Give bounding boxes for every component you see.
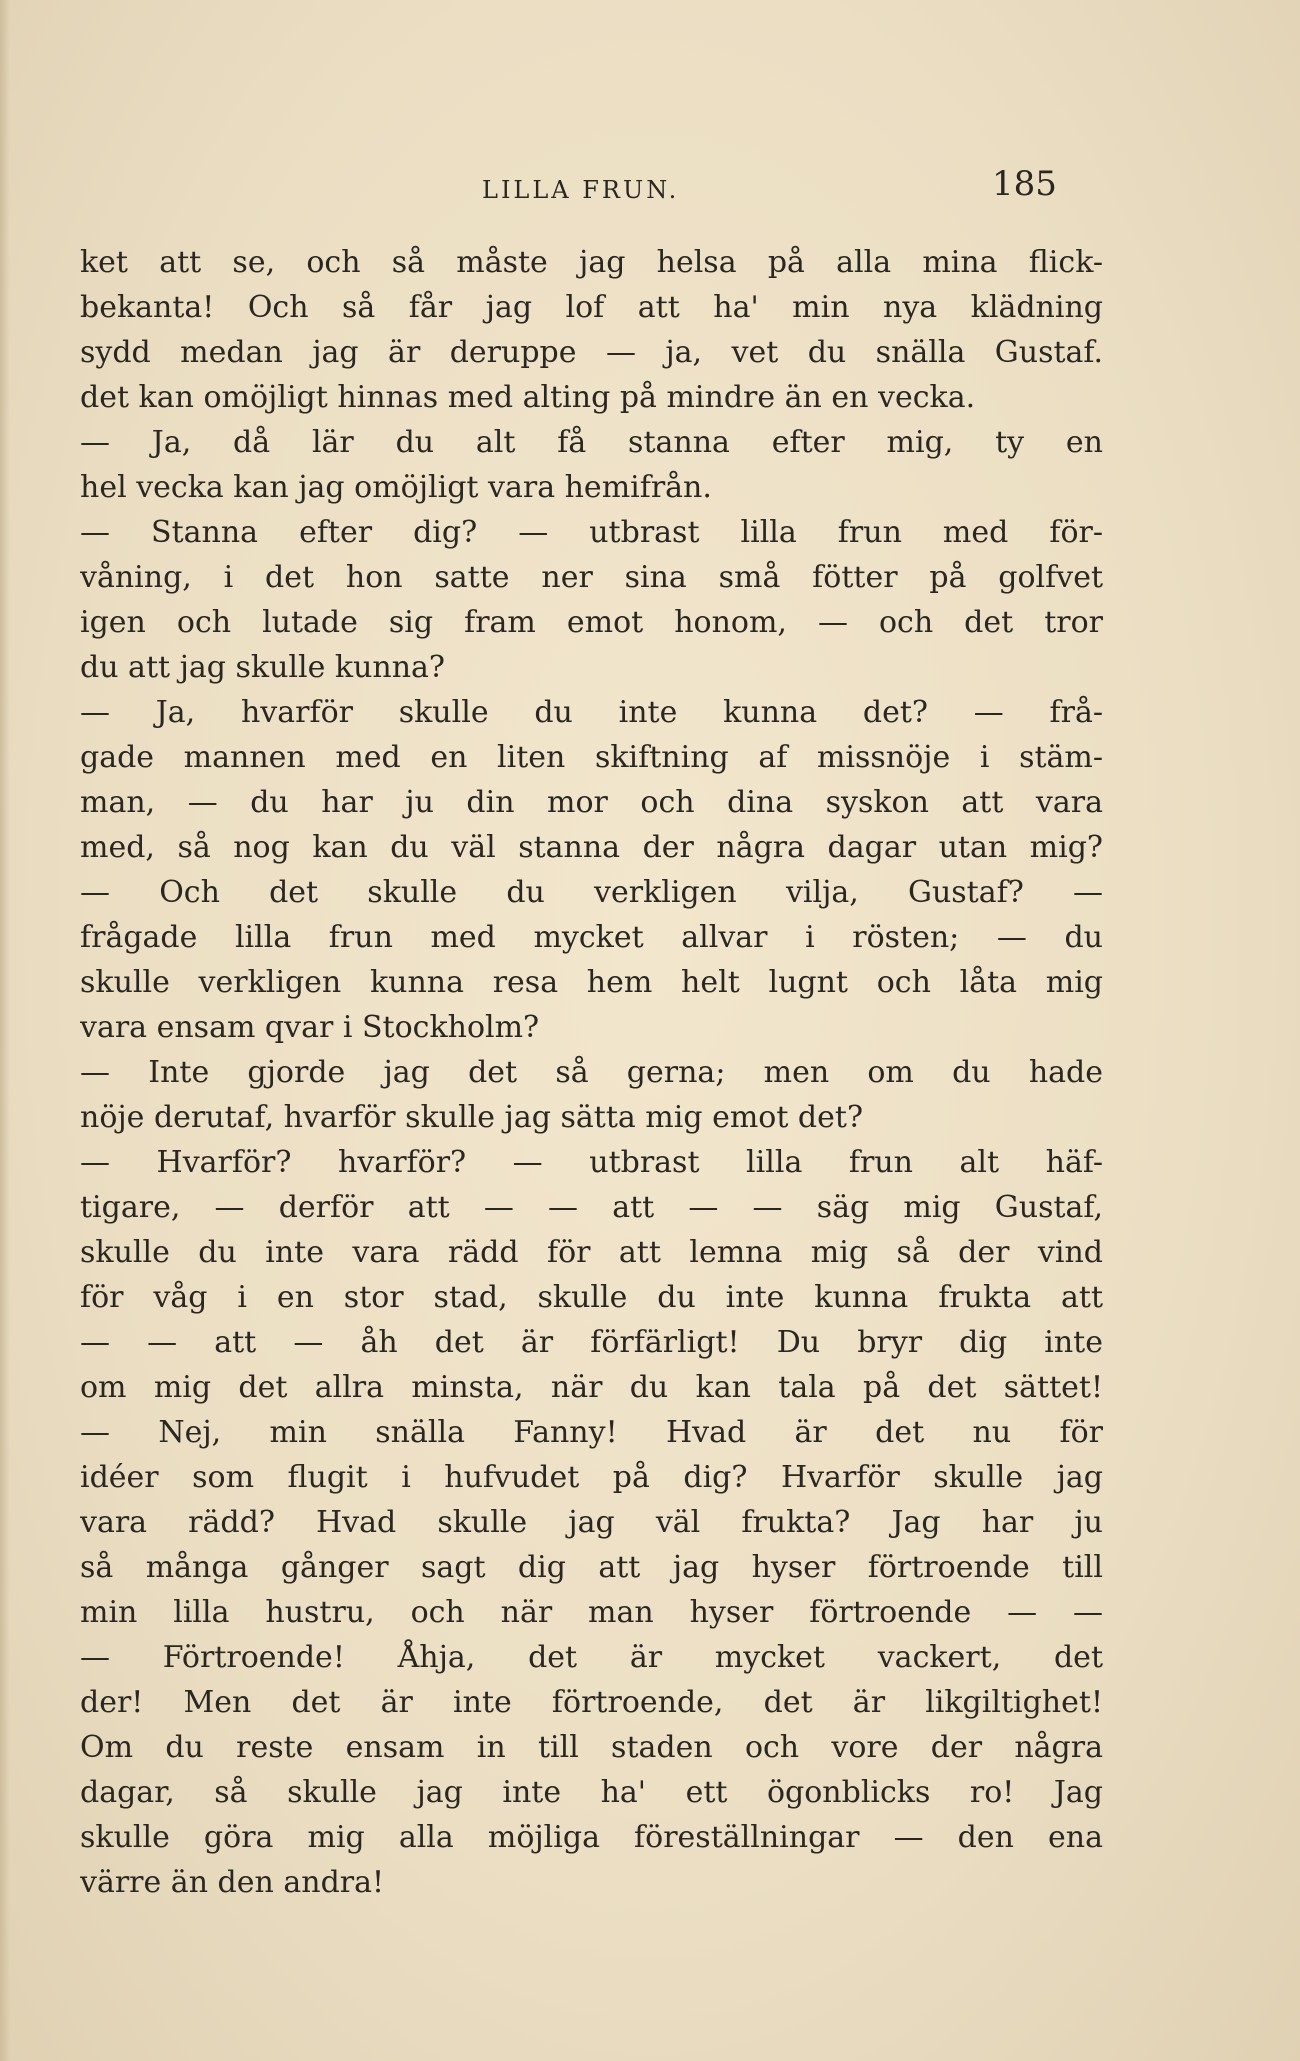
text-line: Om du reste ensam in till staden och vore der några <box>80 1730 1103 1765</box>
text-line: igen och lutade sig fram emot honom, — och det tror <box>80 605 1103 640</box>
body-text <box>80 240 1103 1905</box>
text-line: bekanta! Och så får jag lof att ha' min nya klädning <box>80 290 1103 325</box>
text-line: — Inte gjorde jag det så gerna; men om du hade <box>80 1055 1103 1090</box>
page-number: 185 <box>992 164 1057 204</box>
text-line: — Hvarför? hvarför? — utbrast lilla frun alt häf- <box>80 1145 1103 1180</box>
text-line: hel vecka kan jag omöjligt vara hemifrån. <box>80 470 712 505</box>
text-line: för våg i en stor stad, skulle du inte kunna frukta att <box>80 1280 1103 1315</box>
text-line: det kan omöjligt hinnas med alting på mindre än en vecka. <box>80 380 976 415</box>
text-line: vara ensam qvar i Stockholm? <box>80 1010 540 1045</box>
text-line: gade mannen med en liten skiftning af missnöje i stäm- <box>80 740 1103 775</box>
text-line: sydd medan jag är deruppe — ja, vet du snälla Gustaf. <box>80 335 1103 370</box>
text-line: våning, i det hon satte ner sina små fötter på golfvet <box>80 560 1103 595</box>
page-header <box>0 158 1300 208</box>
text-line: tigare, — derför att — — att — — säg mig Gustaf, <box>80 1190 1103 1225</box>
text-line: skulle verkligen kunna resa hem helt lugnt och låta mig <box>80 965 1103 1000</box>
text-line: värre än den andra! <box>80 1865 385 1900</box>
text-line: — — att — åh det är förfärligt! Du bryr dig inte <box>80 1325 1103 1360</box>
text-line: frågade lilla frun med mycket allvar i rösten; — du <box>80 920 1103 955</box>
text-line: nöje derutaf, hvarför skulle jag sätta mig emot det? <box>80 1100 864 1135</box>
page-edge-shadow <box>0 0 10 2061</box>
text-line: — Förtroende! Åhja, det är mycket vackert, det <box>80 1640 1103 1675</box>
text-line: — Och det skulle du verkligen vilja, Gustaf? — <box>80 875 1103 910</box>
text-line: om mig det allra minsta, när du kan tala på det sättet! <box>80 1370 1103 1405</box>
text-line: med, så nog kan du väl stanna der några dagar utan mig? <box>80 830 1103 865</box>
text-line: der! Men det är inte förtroende, det är likgiltighet! <box>80 1685 1103 1720</box>
text-line: idéer som flugit i hufvudet på dig? Hvarför skulle jag <box>80 1460 1103 1495</box>
text-line: — Ja, hvarför skulle du inte kunna det? — frå- <box>80 695 1103 730</box>
text-line: skulle du inte vara rädd för att lemna mig så der vind <box>80 1235 1103 1270</box>
text-line: ket att se, och så måste jag helsa på alla mina flick- <box>80 245 1103 280</box>
text-line: — Nej, min snälla Fanny! Hvad är det nu för <box>80 1415 1103 1450</box>
text-line: så många gånger sagt dig att jag hyser förtroende till <box>80 1550 1103 1585</box>
running-head: LILLA FRUN. <box>482 176 680 204</box>
text-line: dagar, så skulle jag inte ha' ett ögonblicks ro! Jag <box>80 1775 1103 1810</box>
text-line: — Stanna efter dig? — utbrast lilla frun med för- <box>80 515 1103 550</box>
text-line: vara rädd? Hvad skulle jag väl frukta? Jag har ju <box>80 1505 1103 1540</box>
text-line: du att jag skulle kunna? <box>80 650 446 685</box>
text-line: man, — du har ju din mor och dina syskon att vara <box>80 785 1103 820</box>
text-line: min lilla hustru, och när man hyser förtroende — — <box>80 1595 1103 1630</box>
text-line: — Ja, då lär du alt få stanna efter mig, ty en <box>80 425 1103 460</box>
text-line: skulle göra mig alla möjliga föreställningar — den ena <box>80 1820 1103 1855</box>
